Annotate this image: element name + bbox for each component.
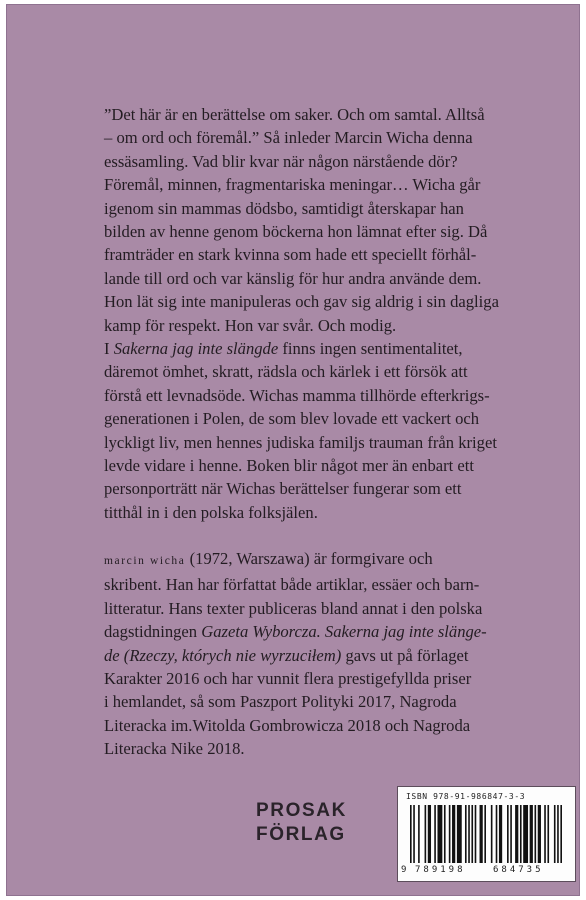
blurb-line: bilden av henne genom böckerna hon lämnat efter sig. Då (104, 222, 488, 242)
barcode-bars (410, 805, 562, 863)
blurb-line: däremot ömhet, skratt, rädsla och kärlek i ett försök att (104, 362, 468, 382)
blurb-line: lande till ord och var känslig för hur andra använde dem. (104, 268, 482, 288)
blurb-text: finns ingen sentimentalitet, (278, 339, 463, 358)
bio-line: Karakter 2016 och har vunnit flera prestigefyllda priser (104, 669, 472, 689)
blurb-line: generationen i Polen, de som blev lovade ett vackert och (104, 409, 480, 429)
blurb-line: ”Det här är en berättelse om saker. Och om samtal. Alltså (104, 105, 485, 124)
blurb-line: Hon lät sig inte manipuleras och gav sig aldrig i sin dagliga (104, 292, 499, 312)
blurb-line: Föremål, minnen, fragmentariska meningar… Wicha går (104, 175, 481, 195)
blurb-line: titthål in i den polska folksjälen. (104, 502, 318, 522)
blurb-line: igenom sin mammas dödsbo, samtidigt återskapar han (104, 198, 464, 218)
isbn-text: ISBN 978-91-986847-3-3 (406, 792, 526, 801)
blurb-line: lyckligt liv, men hennes judiska familjs trauman från kriget (104, 432, 497, 452)
blurb-line (104, 337, 524, 360)
bio-text: (1972, Warszawa) är formgivare och (185, 549, 433, 568)
author-name: marcin wicha (104, 555, 186, 567)
bio-line: Literacka Nike 2018. (104, 739, 245, 759)
blurb-text: I (104, 339, 114, 358)
bio-line (104, 547, 524, 573)
bio-text: dagstidningen (104, 622, 202, 642)
bio-italic: Gazeta Wyborcza. Sakerna jag inte slänge- (201, 622, 487, 642)
bio-line: skribent. Han har författat både artiklar, essäer och barn- (104, 575, 480, 595)
publisher-logo (256, 799, 347, 847)
blurb-line: – om ord och föremål.” Så inleder Marcin Wicha denna (104, 128, 473, 148)
bio-text: gavs ut på förlaget (341, 645, 469, 665)
bio-italic: de (Rzeczy, których nie wyrzuciłem) (104, 645, 342, 665)
blurb-line: framträder en stark kvinna som hade ett speciellt förhål- (104, 245, 477, 265)
ean-left-group: 789198 (415, 865, 466, 875)
isbn-barcode (397, 786, 576, 882)
blurb-paragraph-2 (104, 337, 524, 524)
bio-line: Literacka im.Witolda Gombrowicza 2018 och Nagroda (104, 715, 471, 735)
bio-line (104, 644, 524, 667)
bio-line: i hemlandet, så som Paszport Polityki 2017, Nagroda (104, 692, 457, 712)
publisher-logo-line: PROSAK (256, 800, 347, 821)
blurb-line: essäsamling. Vad blir kvar när någon närstående dör? (104, 151, 458, 171)
bio-line (104, 620, 524, 643)
publisher-logo-line: FÖRLAG (256, 824, 346, 845)
ean-digits (401, 865, 565, 875)
author-bio (104, 547, 524, 761)
blurb-line: förstå ett levnadsöde. Wichas mamma tillhörde efterkrigs- (104, 385, 490, 405)
ean-right-group: 684735 (493, 865, 544, 875)
blurb-line: personporträtt när Wichas berättelser fungerar som ett (104, 479, 462, 499)
ean-first-digit: 9 (401, 865, 407, 875)
book-title-italic: Sakerna jag inte slängde (113, 339, 279, 358)
blurb-line: kamp för respekt. Hon var svår. Och modig. (104, 315, 397, 335)
book-back-cover (6, 4, 580, 896)
bio-line: litteratur. Hans texter publiceras bland annat i den polska (104, 598, 483, 618)
blurb-line: levde vidare i henne. Boken blir något mer än enbart ett (104, 456, 474, 476)
blurb-paragraph-1 (104, 103, 524, 337)
